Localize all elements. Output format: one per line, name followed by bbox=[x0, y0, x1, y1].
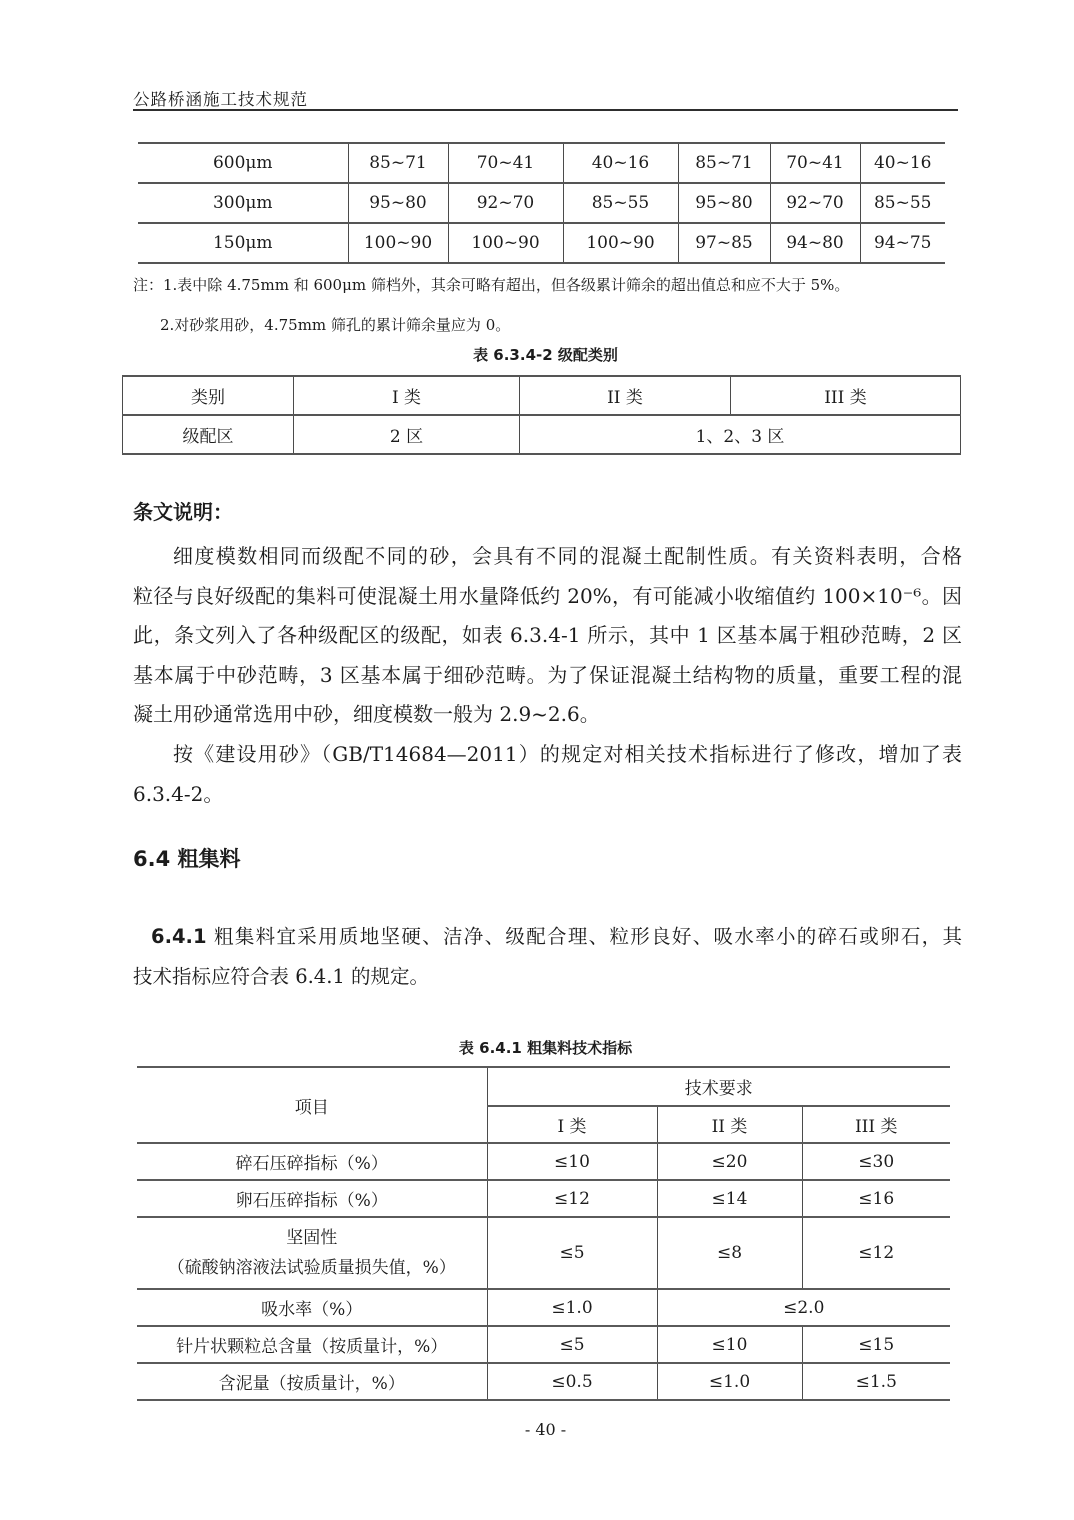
value-cell: 92~70 bbox=[448, 183, 563, 223]
value-cell: 100~90 bbox=[448, 223, 563, 263]
grading-table-title: 表 6.3.4-2 级配类别 bbox=[473, 346, 618, 364]
value-cell: ≤20 bbox=[657, 1143, 802, 1180]
table-row bbox=[137, 1326, 950, 1363]
header-cell-requirement: 技术要求 bbox=[487, 1067, 950, 1106]
value-cell: ≤5 bbox=[487, 1217, 657, 1289]
value-cell: 100~90 bbox=[348, 223, 448, 263]
value-cell: ≤2.0 bbox=[657, 1289, 950, 1326]
header-cell: 类别 bbox=[123, 376, 294, 415]
value-cell: ≤30 bbox=[802, 1143, 950, 1180]
value-cell: 85~55 bbox=[860, 183, 945, 223]
table-row bbox=[137, 1217, 950, 1289]
row-label-cell: 吸水率（%） bbox=[137, 1289, 487, 1326]
sieve-gradation-table bbox=[138, 142, 945, 264]
paragraph-line: 基本属于中砂范畴，3 区基本属于细砂范畴。为了保证混凝土结构物的质量，重要工程的混 bbox=[133, 662, 962, 687]
value-cell: ≤10 bbox=[487, 1143, 657, 1180]
value-cell: 97~85 bbox=[678, 223, 770, 263]
section-heading: 6.4 粗集料 bbox=[133, 847, 241, 871]
table-row bbox=[137, 1143, 950, 1180]
value-cell: ≤1.0 bbox=[487, 1289, 657, 1326]
commentary-paragraph-1 bbox=[133, 537, 962, 735]
value-cell: 70~41 bbox=[448, 143, 563, 183]
row-label-line: （硫酸钠溶液法试验质量损失值，%） bbox=[167, 1258, 456, 1278]
row-label-cell: 针片状颗粒总含量（按质量计，%） bbox=[137, 1326, 487, 1363]
value-cell: 85~71 bbox=[678, 143, 770, 183]
value-cell: ≤12 bbox=[802, 1217, 950, 1289]
value-cell: 95~80 bbox=[348, 183, 448, 223]
header-cell: III 类 bbox=[731, 376, 961, 415]
table-row bbox=[138, 223, 945, 263]
header-cell: I 类 bbox=[487, 1106, 657, 1143]
value-cell: 70~41 bbox=[770, 143, 860, 183]
header-cell-item: 项目 bbox=[137, 1067, 487, 1143]
coarse-aggregate-table bbox=[137, 1066, 950, 1401]
clause-paragraph bbox=[133, 917, 962, 997]
value-cell: ≤15 bbox=[802, 1326, 950, 1363]
coarse-table-title: 表 6.4.1 粗集料技术指标 bbox=[458, 1039, 633, 1057]
table-row bbox=[137, 1180, 950, 1217]
header-cell: III 类 bbox=[802, 1106, 950, 1143]
paragraph-line: 细度模数相同而级配不同的砂，会具有不同的混凝土配制性质。有关资料表明，合格 bbox=[173, 544, 962, 568]
value-cell: ≤5 bbox=[487, 1326, 657, 1363]
row-label-cell: 含泥量（按质量计，%） bbox=[137, 1363, 487, 1400]
header-cell: I 类 bbox=[294, 376, 520, 415]
paragraph-line: 凝土用砂通常选用中砂，细度模数一般为 2.9~2.6。 bbox=[133, 702, 600, 726]
value-cell: 100~90 bbox=[563, 223, 678, 263]
row-label-cell: 150μm bbox=[138, 223, 348, 263]
value-cell: 40~16 bbox=[860, 143, 945, 183]
paragraph-line: 技术指标应符合表 6.4.1 的规定。 bbox=[133, 965, 430, 988]
value-cell: ≤12 bbox=[487, 1180, 657, 1217]
row-label-line: 坚固性 bbox=[286, 1228, 338, 1248]
table-note-1: 注：1.表中除 4.75mm 和 600μm 筛档外，其余可略有超出，但各级累计筛余的超出值总和应不大于 5%。 bbox=[133, 276, 850, 294]
row-label-cell: 碎石压碎指标（%） bbox=[137, 1143, 487, 1180]
table-row bbox=[123, 415, 961, 454]
commentary-heading: 条文说明： bbox=[133, 500, 233, 524]
value-cell: 1、2、3 区 bbox=[520, 415, 961, 454]
row-label-cell: 600μm bbox=[138, 143, 348, 183]
clause-number: 6.4.1 bbox=[151, 925, 207, 948]
paragraph-line: 粒径与良好级配的集料可使混凝土用水量降低约 20%，有可能减小收缩值约 100×10⁻⁶。因 bbox=[133, 583, 962, 608]
paragraph-line bbox=[133, 917, 962, 957]
value-cell: ≤1.5 bbox=[802, 1363, 950, 1400]
value-cell: ≤16 bbox=[802, 1180, 950, 1217]
row-label-cell: 卵石压碎指标（%） bbox=[137, 1180, 487, 1217]
value-cell: 94~75 bbox=[860, 223, 945, 263]
value-cell: 92~70 bbox=[770, 183, 860, 223]
page-number: - 40 - bbox=[524, 1420, 567, 1439]
value-cell: 94~80 bbox=[770, 223, 860, 263]
value-cell: 2 区 bbox=[294, 415, 520, 454]
header-cell: II 类 bbox=[657, 1106, 802, 1143]
value-cell: ≤8 bbox=[657, 1217, 802, 1289]
value-cell: 85~55 bbox=[563, 183, 678, 223]
value-cell: 40~16 bbox=[563, 143, 678, 183]
clause-text: 粗集料宜采用质地坚硬、洁净、级配合理、粒形良好、吸水率小的碎石或卵石，其 bbox=[206, 925, 962, 948]
row-label-cell: 300μm bbox=[138, 183, 348, 223]
header-cell: II 类 bbox=[520, 376, 731, 415]
table-row bbox=[137, 1289, 950, 1326]
table-row bbox=[137, 1067, 950, 1106]
table-row bbox=[137, 1363, 950, 1400]
paragraph-line: 6.3.4-2。 bbox=[133, 781, 224, 806]
value-cell: ≤0.5 bbox=[487, 1363, 657, 1400]
value-cell: ≤1.0 bbox=[657, 1363, 802, 1400]
header-divider bbox=[133, 109, 958, 111]
grading-class-table bbox=[122, 375, 961, 455]
document-header-title: 公路桥涵施工技术规范 bbox=[133, 90, 308, 109]
value-cell: 95~80 bbox=[678, 183, 770, 223]
value-cell: ≤14 bbox=[657, 1180, 802, 1217]
commentary-paragraph-2 bbox=[133, 735, 962, 814]
table-row bbox=[138, 143, 945, 183]
row-label-cell: 级配区 bbox=[123, 415, 294, 454]
value-cell: 85~71 bbox=[348, 143, 448, 183]
paragraph-line: 此，条文列入了各种级配区的级配，如表 6.3.4-1 所示，其中 1 区基本属于粗砂范畴，2 区 bbox=[133, 623, 962, 647]
value-cell: ≤10 bbox=[657, 1326, 802, 1363]
table-row bbox=[123, 376, 961, 415]
table-row bbox=[138, 183, 945, 223]
row-label-cell bbox=[137, 1217, 487, 1289]
paragraph-line: 按《建设用砂》（GB/T14684—2011）的规定对相关技术指标进行了修改，增加了表 bbox=[173, 742, 962, 766]
table-note-2: 2.对砂浆用砂，4.75mm 筛孔的累计筛余量应为 0。 bbox=[160, 316, 511, 334]
